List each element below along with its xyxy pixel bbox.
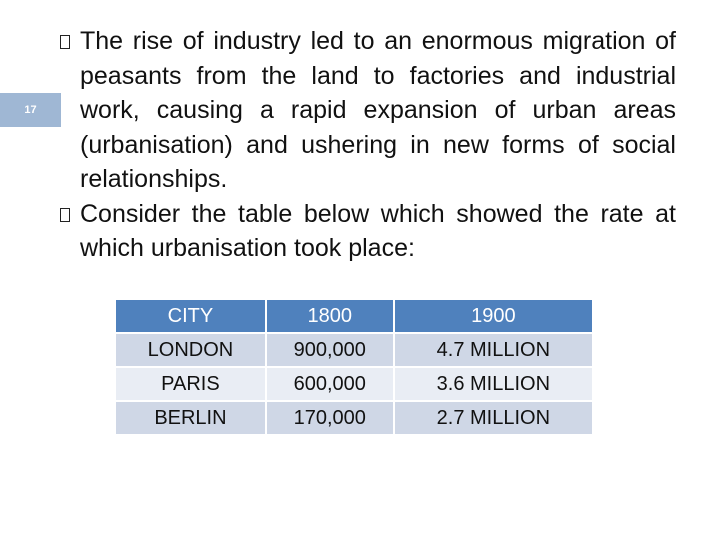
table-cell-city: PARIS bbox=[116, 368, 265, 400]
table-row bbox=[116, 334, 592, 366]
column-header-1900: 1900 bbox=[395, 300, 592, 332]
table-cell-1800: 170,000 bbox=[267, 402, 393, 434]
table-cell-1900: 2.7 MILLION bbox=[395, 402, 592, 434]
slide-number: 17 bbox=[24, 104, 37, 116]
bullet-item bbox=[60, 24, 676, 197]
table-cell-city: LONDON bbox=[116, 334, 265, 366]
bullet-text: The rise of industry led to an enormous migration of peasants from the land to factories and industrial work, causing a rapid expansion of urban areas (urbanisation) and ushering in new forms of social relationships. bbox=[80, 27, 676, 193]
bullet-item bbox=[60, 197, 676, 266]
table-cell-1800: 900,000 bbox=[267, 334, 393, 366]
bullet-list bbox=[60, 24, 676, 266]
bullet-text: Consider the table below which showed the rate at which urbanisation took place: bbox=[80, 199, 676, 262]
table-cell-city: BERLIN bbox=[116, 402, 265, 434]
slide-number-box bbox=[0, 93, 61, 127]
column-header-city: CITY bbox=[116, 300, 265, 332]
table-cell-1900: 4.7 MILLION bbox=[395, 334, 592, 366]
table-row bbox=[116, 402, 592, 434]
table-cell-1900: 3.6 MILLION bbox=[395, 368, 592, 400]
column-header-1800: 1800 bbox=[267, 300, 393, 332]
table-row bbox=[116, 368, 592, 400]
table-header-row bbox=[116, 300, 592, 332]
square-bullet-icon bbox=[60, 208, 70, 222]
table-cell-1800: 600,000 bbox=[267, 368, 393, 400]
urbanisation-table bbox=[114, 298, 594, 436]
square-bullet-icon bbox=[60, 35, 70, 49]
